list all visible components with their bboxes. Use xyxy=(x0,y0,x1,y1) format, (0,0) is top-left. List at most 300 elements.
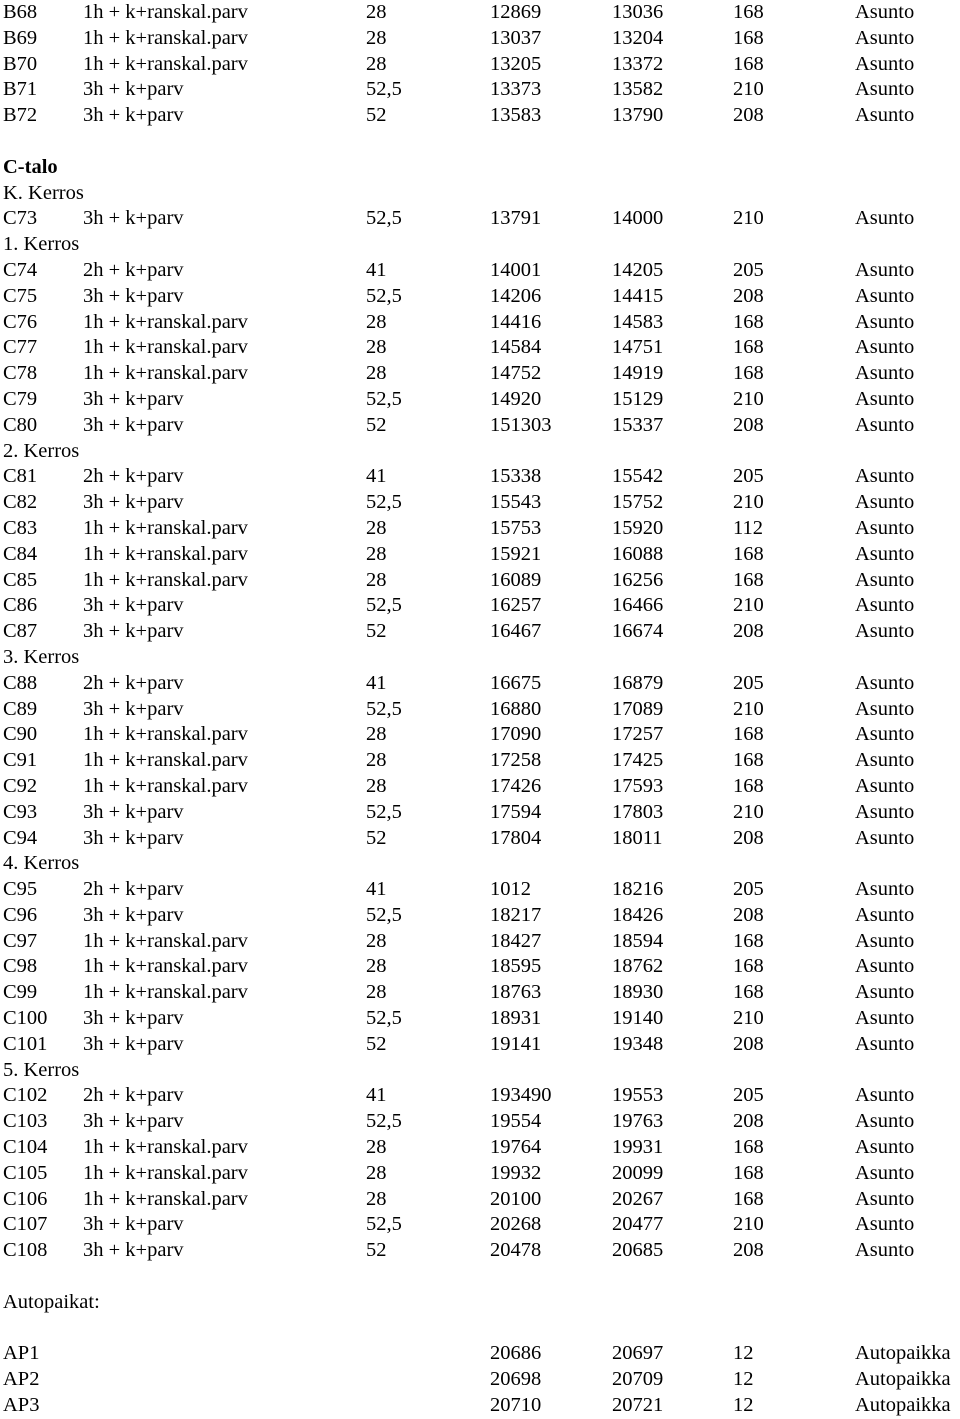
unit-area: 52 xyxy=(366,1239,387,1262)
unit-type: 3h + k+parv xyxy=(83,826,184,849)
table-row xyxy=(0,490,960,516)
unit-area: 52 xyxy=(366,620,387,643)
unit-area: 41 xyxy=(366,258,387,281)
table-row xyxy=(0,1367,960,1393)
unit-id: C101 xyxy=(3,1032,48,1055)
unit-type: 3h + k+parv xyxy=(83,800,184,823)
share-start: 15338 xyxy=(490,465,542,488)
unit-id: B72 xyxy=(3,104,38,127)
unit-use: Asunto xyxy=(855,1084,915,1107)
unit-area: 52,5 xyxy=(366,697,402,720)
unit-type: 3h + k+parv xyxy=(83,284,184,307)
floor-label: 2. Kerros xyxy=(3,439,80,462)
table-row xyxy=(0,929,960,955)
share-end: 18594 xyxy=(612,929,664,952)
unit-area: 28 xyxy=(366,542,387,565)
unit-type: 3h + k+parv xyxy=(83,207,184,230)
share-start: 20100 xyxy=(490,1187,542,1210)
share-start: 15543 xyxy=(490,491,542,514)
unit-type: 1h + k+ranskal.parv xyxy=(83,1136,248,1159)
share-end: 20709 xyxy=(612,1368,664,1391)
unit-id: C108 xyxy=(3,1239,48,1262)
floor-heading xyxy=(0,439,960,465)
unit-id: AP3 xyxy=(3,1394,40,1417)
table-row xyxy=(0,103,960,129)
table-row xyxy=(0,464,960,490)
table-row xyxy=(0,1083,960,1109)
unit-type: 3h + k+parv xyxy=(83,1213,184,1236)
share-start: 1012 xyxy=(490,878,531,901)
unit-id: C81 xyxy=(3,465,38,488)
share-end: 14751 xyxy=(612,336,664,359)
table-row xyxy=(0,26,960,52)
share-end: 18930 xyxy=(612,981,664,1004)
share-start: 20710 xyxy=(490,1394,542,1417)
share-start: 12869 xyxy=(490,1,542,23)
unit-use: Asunto xyxy=(855,207,915,230)
unit-id: C98 xyxy=(3,955,38,978)
unit-area: 41 xyxy=(366,878,387,901)
unit-type: 1h + k+ranskal.parv xyxy=(83,774,248,797)
unit-use: Asunto xyxy=(855,1007,915,1030)
unit-area: 52,5 xyxy=(366,78,402,101)
share-start: 15753 xyxy=(490,516,542,539)
unit-type: 1h + k+ranskal.parv xyxy=(83,26,248,49)
table-row xyxy=(0,568,960,594)
table-row xyxy=(0,593,960,619)
share-end: 20697 xyxy=(612,1342,664,1365)
unit-id: C95 xyxy=(3,878,38,901)
share-start: 14920 xyxy=(490,387,542,410)
unit-use: Asunto xyxy=(855,413,915,436)
share-count: 168 xyxy=(733,1187,764,1210)
unit-type: 1h + k+ranskal.parv xyxy=(83,52,248,75)
share-start: 16880 xyxy=(490,697,542,720)
unit-area: 28 xyxy=(366,749,387,772)
share-count: 205 xyxy=(733,671,764,694)
unit-use: Asunto xyxy=(855,465,915,488)
share-end: 14919 xyxy=(612,362,664,385)
unit-use: Asunto xyxy=(855,362,915,385)
unit-id: C92 xyxy=(3,774,38,797)
unit-area: 28 xyxy=(366,1161,387,1184)
share-end: 20477 xyxy=(612,1213,664,1236)
table-row xyxy=(0,258,960,284)
unit-type: 3h + k+parv xyxy=(83,387,184,410)
table-row xyxy=(0,206,960,232)
share-end: 16674 xyxy=(612,620,664,643)
unit-area: 28 xyxy=(366,929,387,952)
unit-type: 1h + k+ranskal.parv xyxy=(83,1,248,23)
share-count: 168 xyxy=(733,336,764,359)
unit-id: C80 xyxy=(3,413,38,436)
unit-area: 52,5 xyxy=(366,284,402,307)
unit-use: Asunto xyxy=(855,387,915,410)
share-end: 18011 xyxy=(612,826,663,849)
unit-id: B69 xyxy=(3,26,38,49)
unit-area: 28 xyxy=(366,1187,387,1210)
share-count: 168 xyxy=(733,723,764,746)
share-count: 12 xyxy=(733,1394,754,1417)
share-count: 208 xyxy=(733,903,764,926)
share-count: 168 xyxy=(733,542,764,565)
share-start: 13037 xyxy=(490,26,542,49)
unit-type: 2h + k+parv xyxy=(83,878,184,901)
unit-id: C105 xyxy=(3,1161,48,1184)
table-row xyxy=(0,52,960,78)
share-count: 205 xyxy=(733,465,764,488)
share-start: 19932 xyxy=(490,1161,542,1184)
share-start: 18217 xyxy=(490,903,542,926)
unit-type: 3h + k+parv xyxy=(83,1007,184,1030)
share-start: 13205 xyxy=(490,52,542,75)
share-start: 18595 xyxy=(490,955,542,978)
unit-id: C74 xyxy=(3,258,38,281)
unit-id: C87 xyxy=(3,620,38,643)
share-count: 168 xyxy=(733,362,764,385)
share-start: 20698 xyxy=(490,1368,542,1391)
unit-use: Asunto xyxy=(855,284,915,307)
unit-type: 1h + k+ranskal.parv xyxy=(83,1161,248,1184)
unit-area: 52,5 xyxy=(366,903,402,926)
unit-use: Asunto xyxy=(855,723,915,746)
unit-area: 52,5 xyxy=(366,800,402,823)
unit-use: Asunto xyxy=(855,981,915,1004)
unit-id: C104 xyxy=(3,1136,48,1159)
unit-use: Asunto xyxy=(855,336,915,359)
unit-id: C77 xyxy=(3,336,38,359)
unit-id: C99 xyxy=(3,981,38,1004)
share-count: 168 xyxy=(733,955,764,978)
share-start: 14001 xyxy=(490,258,542,281)
floor-heading xyxy=(0,645,960,671)
share-end: 18426 xyxy=(612,903,664,926)
share-count: 168 xyxy=(733,774,764,797)
unit-area: 52,5 xyxy=(366,207,402,230)
unit-type: 3h + k+parv xyxy=(83,491,184,514)
share-end: 18216 xyxy=(612,878,664,901)
share-end: 16879 xyxy=(612,671,664,694)
share-count: 210 xyxy=(733,697,764,720)
share-end: 20721 xyxy=(612,1394,664,1417)
unit-use: Asunto xyxy=(855,104,915,127)
unit-area: 52,5 xyxy=(366,491,402,514)
table-row xyxy=(0,77,960,103)
share-start: 16467 xyxy=(490,620,542,643)
share-count: 168 xyxy=(733,1136,764,1159)
unit-area: 52,5 xyxy=(366,1110,402,1133)
share-start: 151303 xyxy=(490,413,552,436)
unit-type: 3h + k+parv xyxy=(83,620,184,643)
share-start: 14584 xyxy=(490,336,542,359)
unit-use: Asunto xyxy=(855,258,915,281)
unit-area: 52,5 xyxy=(366,594,402,617)
share-end: 20685 xyxy=(612,1239,664,1262)
unit-use: Asunto xyxy=(855,542,915,565)
share-start: 14416 xyxy=(490,310,542,333)
unit-id: C107 xyxy=(3,1213,48,1236)
table-row xyxy=(0,0,960,26)
share-count: 210 xyxy=(733,387,764,410)
unit-id: B71 xyxy=(3,78,38,101)
share-end: 16256 xyxy=(612,568,664,591)
unit-type: 1h + k+ranskal.parv xyxy=(83,516,248,539)
unit-id: C91 xyxy=(3,749,38,772)
share-end: 14415 xyxy=(612,284,664,307)
unit-use: Asunto xyxy=(855,1136,915,1159)
unit-use: Asunto xyxy=(855,1239,915,1262)
share-count: 168 xyxy=(733,26,764,49)
unit-use: Asunto xyxy=(855,516,915,539)
share-count: 168 xyxy=(733,1161,764,1184)
unit-type: 1h + k+ranskal.parv xyxy=(83,981,248,1004)
unit-id: C76 xyxy=(3,310,38,333)
table-row xyxy=(0,1187,960,1213)
unit-area: 28 xyxy=(366,981,387,1004)
unit-use: Asunto xyxy=(855,955,915,978)
floor-label: 5. Kerros xyxy=(3,1058,80,1081)
share-count: 168 xyxy=(733,310,764,333)
unit-use: Asunto xyxy=(855,903,915,926)
share-start: 17804 xyxy=(490,826,542,849)
share-start: 18427 xyxy=(490,929,542,952)
unit-area: 52,5 xyxy=(366,387,402,410)
section-spacer xyxy=(0,129,960,155)
unit-type: 3h + k+parv xyxy=(83,104,184,127)
table-row xyxy=(0,748,960,774)
section-title: Autopaikat: xyxy=(3,1290,100,1313)
unit-type: 3h + k+parv xyxy=(83,594,184,617)
unit-area: 41 xyxy=(366,465,387,488)
unit-use: Asunto xyxy=(855,594,915,617)
unit-area: 52,5 xyxy=(366,1007,402,1030)
unit-id: C102 xyxy=(3,1084,48,1107)
table-row xyxy=(0,1212,960,1238)
unit-area: 52 xyxy=(366,1032,387,1055)
unit-use: Asunto xyxy=(855,52,915,75)
section-heading xyxy=(0,1290,960,1316)
share-start: 20478 xyxy=(490,1239,542,1262)
unit-use: Asunto xyxy=(855,749,915,772)
unit-type: 2h + k+parv xyxy=(83,258,184,281)
unit-type: 1h + k+ranskal.parv xyxy=(83,362,248,385)
unit-area: 28 xyxy=(366,310,387,333)
share-end: 17593 xyxy=(612,774,664,797)
unit-type: 1h + k+ranskal.parv xyxy=(83,310,248,333)
unit-type: 1h + k+ranskal.parv xyxy=(83,749,248,772)
unit-id: C78 xyxy=(3,362,38,385)
share-end: 15129 xyxy=(612,387,664,410)
table-row xyxy=(0,413,960,439)
share-count: 208 xyxy=(733,620,764,643)
share-start: 13373 xyxy=(490,78,542,101)
table-row xyxy=(0,542,960,568)
unit-type: 3h + k+parv xyxy=(83,413,184,436)
share-count: 12 xyxy=(733,1368,754,1391)
floor-heading xyxy=(0,851,960,877)
share-count: 205 xyxy=(733,1084,764,1107)
section-heading xyxy=(0,155,960,181)
share-start: 13583 xyxy=(490,104,542,127)
table-row xyxy=(0,980,960,1006)
table-row xyxy=(0,826,960,852)
unit-type: 1h + k+ranskal.parv xyxy=(83,336,248,359)
unit-use: Asunto xyxy=(855,1161,915,1184)
unit-id: C93 xyxy=(3,800,38,823)
unit-type: 2h + k+parv xyxy=(83,465,184,488)
unit-use: Asunto xyxy=(855,929,915,952)
unit-type: 3h + k+parv xyxy=(83,697,184,720)
share-end: 13204 xyxy=(612,26,664,49)
table-row xyxy=(0,671,960,697)
unit-type: 1h + k+ranskal.parv xyxy=(83,1187,248,1210)
share-start: 17426 xyxy=(490,774,542,797)
unit-use: Asunto xyxy=(855,826,915,849)
unit-id: B68 xyxy=(3,1,38,23)
unit-use: Asunto xyxy=(855,878,915,901)
unit-area: 28 xyxy=(366,774,387,797)
unit-type: 3h + k+parv xyxy=(83,78,184,101)
unit-id: C94 xyxy=(3,826,38,849)
share-count: 210 xyxy=(733,1007,764,1030)
share-count: 168 xyxy=(733,52,764,75)
share-end: 18762 xyxy=(612,955,664,978)
table-row xyxy=(0,722,960,748)
section-spacer xyxy=(0,1316,960,1342)
unit-id: AP2 xyxy=(3,1368,40,1391)
unit-use: Asunto xyxy=(855,620,915,643)
unit-area: 28 xyxy=(366,516,387,539)
share-end: 16088 xyxy=(612,542,664,565)
unit-use: Asunto xyxy=(855,491,915,514)
share-end: 15337 xyxy=(612,413,664,436)
share-end: 15752 xyxy=(612,491,664,514)
floor-label: K. Kerros xyxy=(3,181,84,204)
share-count: 208 xyxy=(733,284,764,307)
share-start: 16257 xyxy=(490,594,542,617)
unit-area: 28 xyxy=(366,1,387,23)
unit-area: 28 xyxy=(366,955,387,978)
share-end: 16466 xyxy=(612,594,664,617)
unit-id: C90 xyxy=(3,723,38,746)
unit-area: 28 xyxy=(366,1136,387,1159)
unit-use: Autopaikka xyxy=(855,1368,951,1391)
share-count: 112 xyxy=(733,516,763,539)
unit-use: Asunto xyxy=(855,26,915,49)
share-start: 17090 xyxy=(490,723,542,746)
unit-area: 28 xyxy=(366,26,387,49)
share-end: 19763 xyxy=(612,1110,664,1133)
share-count: 210 xyxy=(733,1213,764,1236)
table-row xyxy=(0,1341,960,1367)
share-count: 208 xyxy=(733,826,764,849)
unit-id: C88 xyxy=(3,671,38,694)
unit-id: C75 xyxy=(3,284,38,307)
unit-type: 3h + k+parv xyxy=(83,1239,184,1262)
unit-area: 52,5 xyxy=(366,1213,402,1236)
unit-use: Asunto xyxy=(855,774,915,797)
floor-label: 4. Kerros xyxy=(3,852,80,875)
share-count: 168 xyxy=(733,1,764,23)
share-end: 20099 xyxy=(612,1161,664,1184)
share-count: 208 xyxy=(733,1239,764,1262)
unit-id: C82 xyxy=(3,491,38,514)
share-end: 15542 xyxy=(612,465,664,488)
unit-id: C103 xyxy=(3,1110,48,1133)
unit-use: Autopaikka xyxy=(855,1394,951,1417)
share-start: 18931 xyxy=(490,1007,542,1030)
share-count: 168 xyxy=(733,568,764,591)
unit-use: Asunto xyxy=(855,1187,915,1210)
share-count: 205 xyxy=(733,878,764,901)
unit-id: B70 xyxy=(3,52,38,75)
unit-area: 52 xyxy=(366,826,387,849)
unit-area: 28 xyxy=(366,723,387,746)
unit-type: 3h + k+parv xyxy=(83,1032,184,1055)
unit-id: C73 xyxy=(3,207,38,230)
share-count: 210 xyxy=(733,800,764,823)
share-start: 19554 xyxy=(490,1110,542,1133)
table-row xyxy=(0,1238,960,1264)
unit-area: 28 xyxy=(366,568,387,591)
unit-type: 1h + k+ranskal.parv xyxy=(83,955,248,978)
table-row xyxy=(0,800,960,826)
share-end: 17425 xyxy=(612,749,664,772)
share-start: 20268 xyxy=(490,1213,542,1236)
table-row xyxy=(0,774,960,800)
unit-id: C86 xyxy=(3,594,38,617)
share-count: 208 xyxy=(733,104,764,127)
share-start: 17258 xyxy=(490,749,542,772)
unit-area: 28 xyxy=(366,362,387,385)
floor-heading xyxy=(0,181,960,207)
unit-area: 28 xyxy=(366,52,387,75)
unit-id: C96 xyxy=(3,903,38,926)
unit-id: C85 xyxy=(3,568,38,591)
share-end: 17803 xyxy=(612,800,664,823)
unit-type: 2h + k+parv xyxy=(83,1084,184,1107)
unit-type: 1h + k+ranskal.parv xyxy=(83,542,248,565)
unit-id: C84 xyxy=(3,542,38,565)
share-count: 168 xyxy=(733,929,764,952)
share-end: 13790 xyxy=(612,104,664,127)
share-end: 13372 xyxy=(612,52,664,75)
table-row xyxy=(0,903,960,929)
unit-area: 52 xyxy=(366,413,387,436)
section-title: C-talo xyxy=(3,155,58,178)
unit-area: 41 xyxy=(366,671,387,694)
unit-use: Asunto xyxy=(855,78,915,101)
floor-label: 1. Kerros xyxy=(3,233,80,256)
share-end: 19348 xyxy=(612,1032,664,1055)
share-count: 210 xyxy=(733,78,764,101)
unit-area: 41 xyxy=(366,1084,387,1107)
share-end: 20267 xyxy=(612,1187,664,1210)
unit-use: Asunto xyxy=(855,697,915,720)
unit-id: C97 xyxy=(3,929,38,952)
share-count: 208 xyxy=(733,1032,764,1055)
share-count: 208 xyxy=(733,413,764,436)
share-count: 210 xyxy=(733,594,764,617)
share-count: 210 xyxy=(733,207,764,230)
unit-type: 1h + k+ranskal.parv xyxy=(83,723,248,746)
share-end: 15920 xyxy=(612,516,664,539)
table-row xyxy=(0,516,960,542)
unit-use: Asunto xyxy=(855,671,915,694)
share-start: 13791 xyxy=(490,207,542,230)
unit-type: 1h + k+ranskal.parv xyxy=(83,568,248,591)
unit-id: C79 xyxy=(3,387,38,410)
